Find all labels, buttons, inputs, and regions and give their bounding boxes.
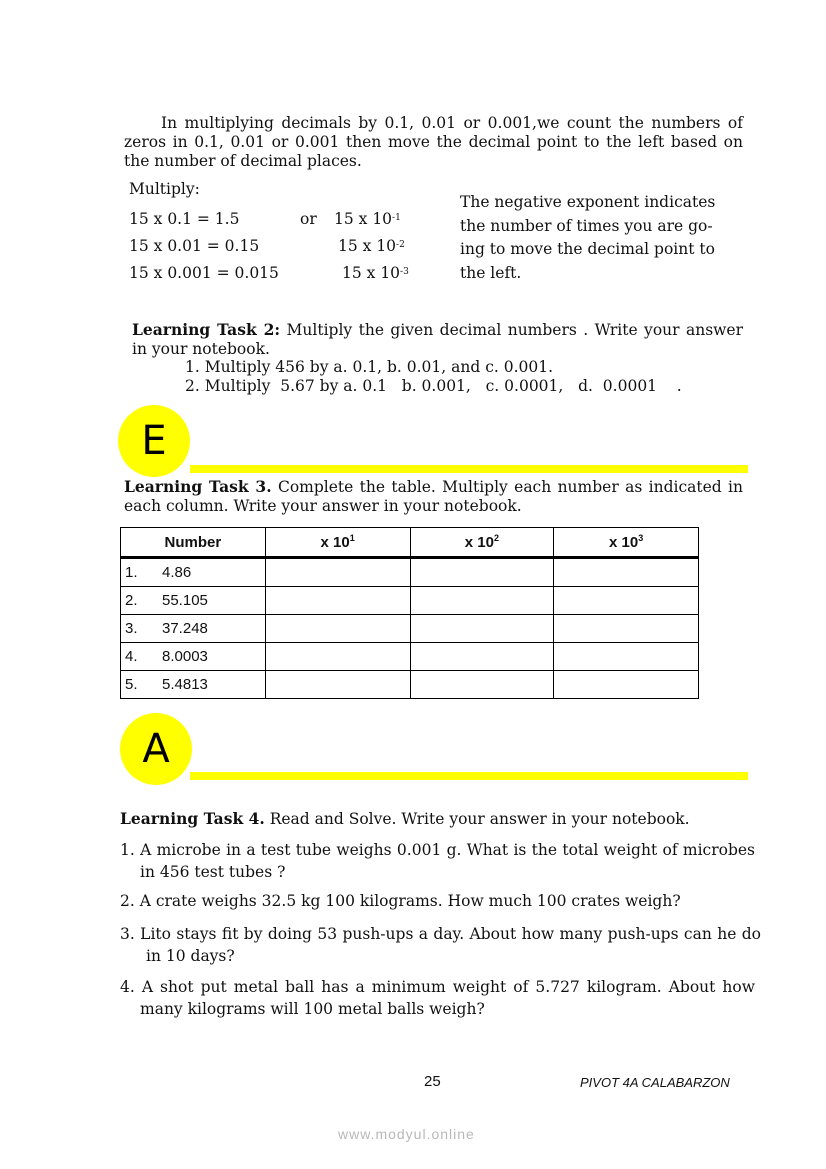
- answer-cell: [410, 643, 554, 671]
- header-number: Number: [121, 528, 266, 558]
- task4-item-1: 1. A microbe in a test tube weighs 0.001 g. What is the total weight of microbes in 456 test tubes ?: [120, 841, 755, 881]
- answer-cell: [554, 671, 699, 699]
- example-equation-3: 15 x 0.001 = 0.015: [129, 264, 279, 282]
- answer-cell: [410, 615, 554, 643]
- example-equation-2: 15 x 0.01 = 0.15: [129, 237, 260, 255]
- task3-paragraph: [124, 477, 743, 516]
- task2-text: Multiply the given decimal numbers . Write your answer in your notebook.: [132, 321, 744, 358]
- answer-cell: [265, 615, 410, 643]
- number-cell: 3. 37.248: [121, 615, 266, 643]
- number-cell: 4. 8.0003: [121, 643, 266, 671]
- task4-item-4: 4. A shot put metal ball has a minimum weight of 5.727 kilogram. About how many kilograms will 100 metal balls weigh?: [120, 978, 755, 1018]
- answer-cell: [410, 558, 554, 587]
- section-a-circle: [120, 713, 192, 785]
- example-power-2: [338, 237, 405, 256]
- answer-cell: [265, 643, 410, 671]
- task3-text: Complete the table. Multiply each number as indicated in each column. Write your answer in your notebook.: [124, 478, 743, 515]
- section-a-bar: [190, 772, 748, 780]
- task2-item-2: 2. Multiply 5.67 by a. 0.1 b. 0.001, c. 0.0001, d. 0.0001 .: [185, 377, 682, 395]
- answer-cell: [554, 558, 699, 587]
- answer-cell: [265, 587, 410, 615]
- page-number: 25: [424, 1073, 441, 1090]
- intro-paragraph: In multiplying decimals by 0.1, 0.01 or 0.001,we count the numbers of zeros in 0.1, 0.01 or 0.001 then move the decimal point to the left based on the number of decimal places.: [124, 114, 743, 170]
- table-row: [121, 587, 699, 615]
- table-row: [121, 671, 699, 699]
- task2-item-1: 1. Multiply 456 by a. 0.1, b. 0.01, and c. 0.001.: [185, 358, 554, 376]
- footer-brand: PIVOT 4A CALABARZON: [580, 1075, 730, 1090]
- answer-cell: [554, 643, 699, 671]
- task4-heading: [120, 809, 690, 829]
- answer-cell: [410, 671, 554, 699]
- power-base: 15 x 10: [338, 237, 397, 255]
- power-exponent: -3: [400, 267, 409, 277]
- number-cell: 5. 5.4813: [121, 671, 266, 699]
- section-e-letter: E: [141, 418, 167, 464]
- table-row: [121, 558, 699, 587]
- answer-cell: [265, 671, 410, 699]
- example-label: Multiply:: [129, 180, 200, 198]
- task4-title: Learning Task 4.: [120, 809, 265, 828]
- power-exponent: -2: [396, 240, 405, 250]
- power-exponent: -1: [392, 213, 401, 223]
- power-base: 15 x 10: [334, 210, 393, 228]
- section-e-circle: [118, 405, 190, 477]
- example-or: or: [300, 210, 317, 228]
- answer-cell: [410, 587, 554, 615]
- example-note: The negative exponent indicates the number of times you are go-ing to move the decimal point to the left.: [460, 193, 716, 282]
- example-power-3: [342, 264, 409, 283]
- table-header-row: [121, 528, 699, 558]
- header-x10-1: x $10^1$: [265, 528, 410, 558]
- answer-cell: [554, 587, 699, 615]
- header-x10-3: x $10^3$: [554, 528, 699, 558]
- task4-text: Read and Solve. Write your answer in your notebook.: [264, 810, 690, 828]
- answer-cell: [554, 615, 699, 643]
- power-base: 15 x 10: [342, 264, 401, 282]
- header-x10-2: x $10^2$: [410, 528, 554, 558]
- example-power-1: [334, 210, 401, 229]
- section-e-bar: [190, 465, 748, 473]
- answer-cell: [265, 558, 410, 587]
- section-a-letter: A: [142, 726, 170, 772]
- task2-title: Learning Task 2:: [132, 320, 281, 339]
- table-row: [121, 615, 699, 643]
- table-row: [121, 643, 699, 671]
- watermark: www.modyul.online: [338, 1126, 475, 1142]
- task3-title: Learning Task 3.: [124, 477, 272, 496]
- task2-paragraph: [132, 320, 743, 359]
- task4-item-3: 3. Lito stays fit by doing 53 push-ups a day. About how many push-ups can he do in 10 days?: [120, 925, 761, 965]
- example-equation-1: 15 x 0.1 = 1.5: [129, 210, 240, 228]
- multiplication-table: [120, 527, 699, 699]
- number-cell: 2. 55.105: [121, 587, 266, 615]
- number-cell: 1. 4.86: [121, 558, 266, 587]
- task4-item-2: 2. A crate weighs 32.5 kg 100 kilograms. How much 100 crates weigh?: [120, 892, 681, 910]
